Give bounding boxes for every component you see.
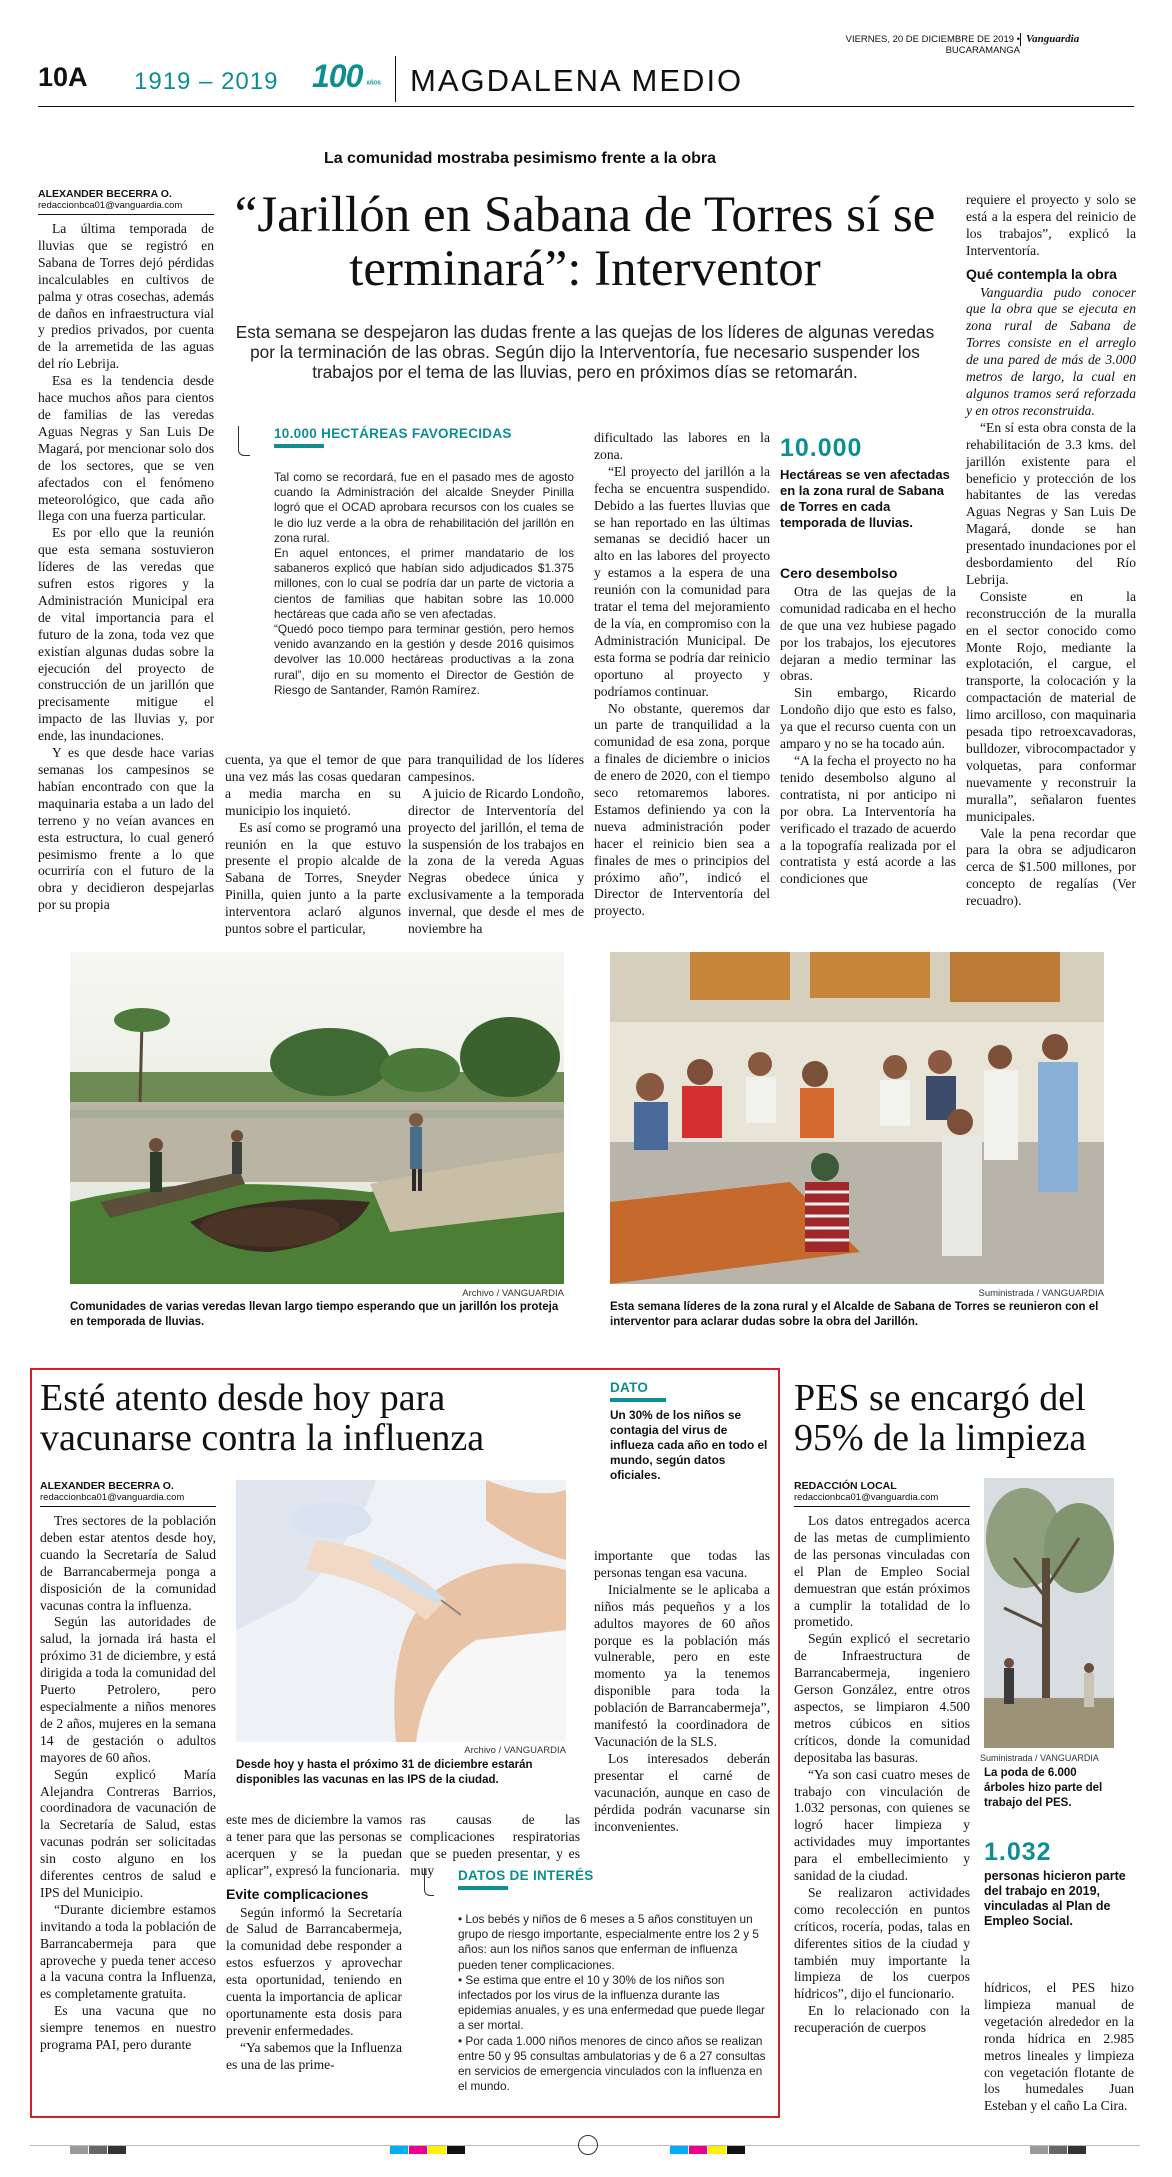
anniversary-years: 1919 – 2019 [134, 68, 279, 95]
article1-col4: dificultado las labores en la zona. “El proyecto del jarillón a la fecha se encuentra suspendido. Debido a las fuertes lluvias que se han reportado en las últimas semanas se decidió hacer un alto en las labores del proyecto y estamos a la espera de una reunión con la comunidad para tratar el tema del mejoramiento de la vía, en compromiso con la Administración Municipal. De esta forma se podría dar reinicio oportuno al proyecto y podríamos continuar. No obstante, queremos dar un parte de tranquilidad a la comunidad de esa zona, porque a finales de diciembre o inicios de enero de 2020, con el tiempo seco retomaremos labores. Estamos definiendo ya con la nueva administración poder hacer el reinicio bien sea a finales de mes o principios del próximo año”, indicó el Director de Interventoría del proyecto. [594, 430, 770, 919]
article1-deck: Esta semana se despejaron las dudas frente a las quejas de los líderes de algunas veredas por la terminación de las obras. Según dijo la Interventoría, fue necesario suspender los trabajos por el tema de las lluvias, pero en próximos días se retomarán. [235, 322, 935, 382]
article1-stat-caption: Hectáreas se ven afectadas en la zona rural de Sabana de Torres en cada temporada de lluvias. [780, 467, 950, 530]
hectareas-box-title: 10.000 HECTÁREAS FAVORECIDAS [274, 426, 512, 441]
vaccine-photo-credit: Archivo / VANGUARDIA [464, 1745, 566, 1756]
meeting-image [610, 952, 1104, 1284]
photo-tree-pruning [984, 1478, 1114, 1748]
anniversary-logo-number: 100 [312, 58, 363, 94]
datos-interes-item: • Los bebés y niños de 6 meses a 5 años constituyen un grupo de riesgo importante, especialmente entre los 2 y 5 años: aun los niños sanos que enferman de influenza pueden tener complicaciones. [458, 1912, 759, 1972]
article3-headline: PES se encargó del 95% de la limpieza [794, 1377, 1087, 1459]
tree-pruning-image [984, 1478, 1114, 1748]
article3-author: REDACCIÓN LOCAL [794, 1480, 897, 1492]
section-title: MAGDALENA MEDIO [410, 63, 744, 98]
article1-email[interactable]: redaccionbca01@vanguardia.com [38, 200, 183, 211]
article2-author: ALEXANDER BECERRA O. [40, 1480, 174, 1492]
dato-box [610, 1380, 770, 1483]
article2-byline [40, 1480, 216, 1507]
hectareas-box-para: En aquel entonces, el primer mandatario de los sabaneros explicó que habían sido adjudicados $1.375 millones, con lo cual se podría dar un parte de victoria a cientos de familias que habitan sobre las 10.000 hectáreas que cada año se ven afectadas. [274, 546, 574, 621]
article3-email[interactable]: redaccionbca01@vanguardia.com [794, 1492, 939, 1503]
brand-name: Vanguardia [1026, 33, 1080, 45]
datos-interes-item: • Se estima que entre el 10 y 30% de los niños son infectados por los virus de la influenza durante las epidemias anuales, y es una enfermedad que puede llegar a ser mortal. [458, 1972, 765, 2033]
datos-interes-title: DATOS DE INTERÉS [458, 1868, 594, 1883]
vaccine-image [236, 1480, 566, 1742]
article1-subhead-obra: Qué contempla la obra [966, 265, 1117, 282]
vaccine-photo-caption: Desde hoy y hasta el próximo 31 de diciembre estarán disponibles las vacunas en las IPS de la ciudad. [236, 1759, 533, 1786]
article1-stat-value: 10.000 [780, 434, 863, 462]
dato-title: DATO [610, 1380, 649, 1395]
flooded-field-image [70, 952, 564, 1284]
article1-byline [38, 188, 214, 215]
article2-col4: importante que todas las personas tengan esa vacuna. Inicialmente se le aplicaba a niños más pequeños y a los adultos mayores de 60 años porque es la población más vulnerable, pero en este momento ya la tenemos disponible para toda la población de Barrancabermeja”, manifestó la coordinadora de Vacunación de la SLS. Los interesados deberán presentar el carné de vacunación, aunque en caso de pérdida podrán vacunarse sin inconvenientes. [594, 1548, 770, 1834]
article1-col3: para tranquilidad de los líderes campesinos. A juicio de Ricardo Londoño, director de Interventoría del proyecto del jarillón, el tema de la suspensión de los trabajos en la zona de la vereda Aguas Negras obedece única y exclusivamente a la temporada invernal, que desde el mes de noviembre ha [408, 752, 584, 937]
article1-kicker: La comunidad mostraba pesimismo frente a la obra [323, 150, 717, 167]
crosshair-icon [578, 2135, 598, 2155]
article1-author: ALEXANDER BECERRA O. [38, 188, 172, 200]
photo1-caption: Comunidades de varias veredas llevan largo tiempo esperando que un jarillón los proteja en temporada de lluvias. [70, 1301, 559, 1328]
dateline: VIERNES, 20 DE DICIEMBRE DE 2019 • BUCARAMANGA [845, 34, 1020, 56]
anniversary-logo-label: AÑOS [366, 80, 381, 87]
article1-col2: cuenta, ya que el temor de que una vez más las cosas quedaran a media marcha en su municipio los inquietó. Es así como se programó una reunión en la que estuvo presente el propio alcalde de Sabana de Torres, Sneyder Pinilla, quien junto a la parte interventora aclaró algunos puntos sobre el particular, [225, 752, 401, 937]
article1-col1: La última temporada de lluvias que se registró en Sabana de Torres dejó pérdidas incalculables en cultivos de palma y otras cosechas, además de daños en infraestructura vial y predios privados, por cuenta de la arremetida de las aguas del río Lebrija. Esa es la tendencia desde hace muchos años para cientos de familias de las veredas Aguas Negras y San Luis De Magará, por mencionar solo dos de los sectores, que se ven afectados con el fenómeno meteorológico, que cada año llega con una fuerza particular. Es por ello que la reunión que esta semana sostuvieron líderes de las veredas que sufren estos rigores y la Administración Municipal era de vital importancia para el futuro de la zona, toda vez que existían algunas dudas sobre la ejecución del proyecto de construcción de un jarillón que precisamente mitigue el impacto de las lluvias y, por ende, las inundaciones. Y es que desde hace varias semanas los campesinos se habían encontrado con que la maquinaria estaba a un lado del terreno y no veían avances en esta estructura, lo cual generó pesimismo frente a lo que ocurriría con el futuro de la obra y decidieron despejarlas por su propia [38, 221, 214, 913]
tree-photo-credit: Suministrada / VANGUARDIA [980, 1753, 1099, 1763]
photo-meeting [610, 952, 1104, 1284]
article3-byline [794, 1480, 970, 1507]
photo2-caption: Esta semana líderes de la zona rural y el Alcalde de Sabana de Torres se reunieron con el interventor para aclarar dudas sobre la obra del Jarillón. [610, 1301, 1099, 1328]
hectareas-box-para: “Quedó poco tiempo para terminar gestión, pero hemos venido avanzando en la gestión y desde 2016 quisimos devolver las 10.000 hectáreas productivas a la zona rural”, dijo en su momento el Director de Gestión de Riesgo de Santander, Ramón Ramírez. [274, 622, 574, 697]
article1-subhead-desembolso: Cero desembolso [780, 565, 898, 581]
page-number: 10A [38, 62, 88, 92]
article2-col2: este mes de diciembre la vamos a tener para que las personas se acerquen y se la puedan aplicar”, expresó la funcionaria. Evite complicaciones Según informó la Secretaría de Salud de Barrancabermeja, la comunidad debe responder a estos esfuerzos y aprovechar esta oportunidad, teniendo en cuenta la importancia de aplicar oportunamente esta dosis para prevenir enfermedades. “Ya sabemos que la Influenza es una de las prime- [226, 1812, 402, 2072]
article3-col2: hídricos, el PES hizo limpieza manual de vegetación alrededor en la ronda hídrica en 2.985 metros lineales y limpieza con vegetación flotante de los humedales Juan Esteban y el caño La Cira. [984, 1980, 1134, 2114]
photo1-credit: Archivo / VANGUARDIA [462, 1288, 564, 1299]
dato-text: Un 30% de los niños se contagia del virus de influeza cada año en todo el mundo, según datos oficiales. [610, 1408, 768, 1482]
article1-headline: “Jarillón en Sabana de Torres sí se terminará”: Interventor [234, 187, 936, 297]
article2-col3: ras causas de las complicaciones respiratorias que se pueden presentar, y es muy [410, 1812, 580, 1878]
registration-marks [30, 2135, 1140, 2155]
article2-col1: Tres sectores de la población deben estar atentos desde hoy, cuando la Secretaría de Salud de Barrancabermeja ponga a disposición de la comunidad vacunas contra la influenza. Según las autoridades de salud, la jornada irá hasta el próximo 31 de diciembre, y está dirigida a toda la comunidad del Puerto Petrolero, pero especialmente a niños menores de 2 años, mujeres en la semana 14 de gestación o adultos mayores de 60 años. Según explicó María Alejandra Contreras Barrios, coordinadora de vacunación de la Secretaría de Salud, estas vacunas podrán ser solicitadas sin costo alguno en los diferentes centros de salud e IPS del Municipio. “Durante diciembre estamos invitando a toda la población de Barrancabermeja para que aproveche y pueda tener acceso a la vacuna contra la Influenza, es completamente gratuita. Es una vacuna que no siempre tenemos en nuestro programa PAI, pero durante [40, 1513, 216, 2053]
hectareas-box-para: Tal como se recordará, fue en el pasado mes de agosto cuando la Administración del alcalde Sneyder Pinilla logró que el OCAD aprobara recursos con los cuales se le dio luz verde a la obra de rehabilitación del jarillón en zona rural. [274, 470, 574, 545]
datos-interes-box [424, 1868, 770, 2108]
article3-stat-caption: personas hicieron parte del trabajo en 2019, vinculadas al Plan de Empleo Social. [984, 1869, 1126, 1928]
anniversary-logo [312, 58, 390, 104]
datos-interes-item: • Por cada 1.000 niños menores de cinco años se realizan entre 50 y 95 consultas ambulatorias y de 6 a 27 consultas en servicios de emergencia vinculados con la influenza en el mundo. [458, 2033, 766, 2094]
article1-col6: requiere el proyecto y solo se está a la espera del reinicio de los trabajos”, explicó la Interventoría. Qué contempla la obra Vanguardia pudo conocer que la obra que se ejecuta en zona rural de Sabana de Torres consiste en el arreglo de una pared de más de 3.000 metros de largo, la cual en algunos tramos será reforzada y en otros reconstruida. “En sí esta obra consta de la rehabilitación de 3.3 kms. del jarillón existente para el beneficio y protección de los habitantes de las veredas Aguas Negras y San Luis De Magará, donde se han presentado inundaciones por el desbordamiento del Río Lebrija. Consiste en la reconstrucción de la muralla en el sector conocido como Monte Rojo, mediante la explotación, el cargue, el transporte, la colocación y la compactación de material de limo arcilloso, con maquinaria pesada tipo retroexcavadoras, bulldozer, vibrocompactador y volquetas, para conformar nuevamente y reconstruir la muralla”, señalaron fuentes municipales. Vale la pena recordar que para la obra se adjudicaron cerca de $1.500 millones, por concepto de regalías (Ver recuadro). [966, 192, 1136, 909]
article2-email[interactable]: redaccionbca01@vanguardia.com [40, 1492, 185, 1503]
article1-col5: Cero desembolso Otra de las quejas de la comunidad radicaba en el hecho de que una vez hubiese pagado por los trabajos, los ejecutores dejaran a medio terminar las obras. Sin embargo, Ricardo Londoño dijo que esto es falso, ya que el recurso cuenta con un amparo y no se ha tocado aún. “A la fecha el proyecto no ha tenido desembolso alguno al contratista, ni por anticipo ni por obra. La Interventoría ha verificado el trazado de acuerdo a la topografía realizada por el contratista y está acorde a las condiciones que [780, 565, 956, 887]
photo-vaccine [236, 1480, 566, 1742]
tree-photo-caption: La poda de 6.000 árboles hizo parte del trabajo del PES. [984, 1767, 1103, 1809]
article2-headline: Esté atento desde hoy para vacunarse contra la influenza [40, 1377, 485, 1459]
photo2-credit: Suministrada / VANGUARDIA [978, 1288, 1104, 1299]
article2-subhead-complicaciones: Evite complicaciones [226, 1885, 369, 1902]
article3-col1: Los datos entregados acerca de las metas de cumplimiento de las personas vinculadas con el Plan de Empleo Social demuestran que están próximos a cumplir la totalidad de lo prometido. Según explicó el secretario de Infraestructura de Barrancabermeja, ingeniero Gerson González, entre otros aspectos, se limpiaron 4.500 metros cúbicos en sitios críticos, donde la comunidad depositaba las basuras. “Ya son casi cuatro meses de trabajo con vinculación de 1.032 personas, con quienes se logró hacer limpieza y actividades muy importantes para el embellecimiento y sanidad de la ciudad. Se realizaron actividades como recolección en puntos críticos, rocería, podas, talas en diferentes sitios de la ciudad y también muy importante la limpieza de los cuerpos hídricos”, dijo el funcionario. En lo relacionado con la recuperación de cuerpos [794, 1513, 970, 2036]
hectareas-box [238, 426, 578, 726]
photo-flooded-field [70, 952, 564, 1284]
article3-stat-value: 1.032 [984, 1838, 1052, 1866]
